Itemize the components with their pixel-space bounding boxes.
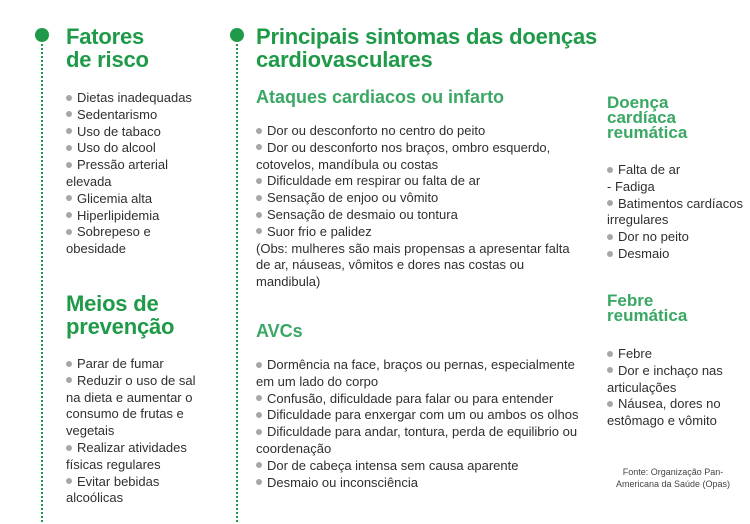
risk-factors-list	[66, 90, 216, 258]
list-item: Dor de cabeça intensa sem causa aparente	[256, 458, 591, 475]
prevention-title: Meios de prevenção	[66, 291, 175, 339]
list-item: Sensação de enjoo ou vômito	[256, 190, 576, 207]
list-item: Dietas inadequadas	[66, 90, 216, 107]
timeline-dotted-line	[41, 44, 43, 522]
list-item: Falta de ar	[607, 162, 749, 179]
heart-attack-heading: Ataques cardiacos ou infarto	[256, 87, 505, 107]
list-item: Suor frio e palidez	[256, 224, 576, 241]
list-item: Pressão arterial elevada	[66, 157, 169, 189]
list-item: Realizar atividades físicas regulares	[66, 439, 187, 472]
list-item: Confusão, dificuldade para falar ou para entender	[256, 391, 591, 408]
timeline-dot	[230, 28, 244, 42]
list-item: Dor e inchaço nas articulações	[607, 362, 723, 395]
list-item: Uso do alcool	[66, 140, 216, 157]
rheumatic-heart-disease-heading: Doença cardíaca reumática	[607, 93, 688, 142]
list-item: Parar de fumar	[66, 356, 206, 373]
list-item: Náusea, dores no estômago e vômito	[607, 396, 721, 429]
list-item: Glicemia alta	[66, 191, 216, 208]
list-item: Dificuldade em respirar ou falta de ar	[256, 173, 576, 190]
timeline-dotted-line	[236, 44, 238, 522]
source-credit: Fonte: Organização Pan- Americana da Saúde (Opas)	[615, 467, 731, 489]
rheumatic-heart-disease-list	[607, 162, 749, 263]
prevention-list	[66, 356, 206, 507]
observation-note: (Obs: mulheres são mais propensas a apresentar falta de ar, náuseas, vômitos e dores nas costas ou mandibula)	[256, 240, 570, 290]
list-item: Reduzir o uso de sal na dieta e aumentar o consumo de frutas e vegetais	[66, 372, 196, 439]
list-item: Desmaio ou inconsciência	[256, 475, 591, 492]
stroke-list	[256, 357, 591, 491]
list-item: Dificuldade para andar, tontura, perda de equilibrio ou coordenação	[256, 424, 578, 456]
list-item: Dor no peito	[607, 229, 749, 246]
stroke-heading: AVCs	[256, 321, 303, 341]
list-item: Sensação de desmaio ou tontura	[256, 207, 576, 224]
list-item: Sedentarismo	[66, 107, 216, 124]
list-item: Desmaio	[607, 246, 749, 263]
list-item: Dormência na face, braços ou pernas, especialmente em um lado do corpo	[256, 357, 575, 389]
rheumatic-fever-heading: Febre reumática	[607, 291, 688, 325]
list-item: Hiperlipidemia	[66, 208, 216, 225]
list-item: - Fadiga	[607, 178, 655, 194]
heart-attack-list	[256, 123, 576, 291]
timeline-dot	[35, 28, 49, 42]
main-symptoms-title: Principais sintomas das doenças cardiovasculares	[256, 24, 598, 72]
rheumatic-fever-list	[607, 346, 742, 430]
list-item: Dificuldade para enxergar com um ou ambos os olhos	[256, 407, 591, 424]
list-item: Sobrepeso e obesidade	[66, 224, 151, 257]
list-item: Dor ou desconforto nos braços, ombro esquerdo, cotovelos, mandíbula ou costas	[256, 139, 551, 172]
list-item: Febre	[607, 346, 742, 363]
list-item: Batimentos cardíacos irregulares	[607, 195, 744, 228]
list-item: Dor ou desconforto no centro do peito	[256, 123, 576, 140]
list-item: Evitar bebidas alcoólicas	[66, 473, 160, 506]
list-item: Uso de tabaco	[66, 124, 216, 141]
risk-factors-title: Fatores de risco	[66, 24, 149, 72]
